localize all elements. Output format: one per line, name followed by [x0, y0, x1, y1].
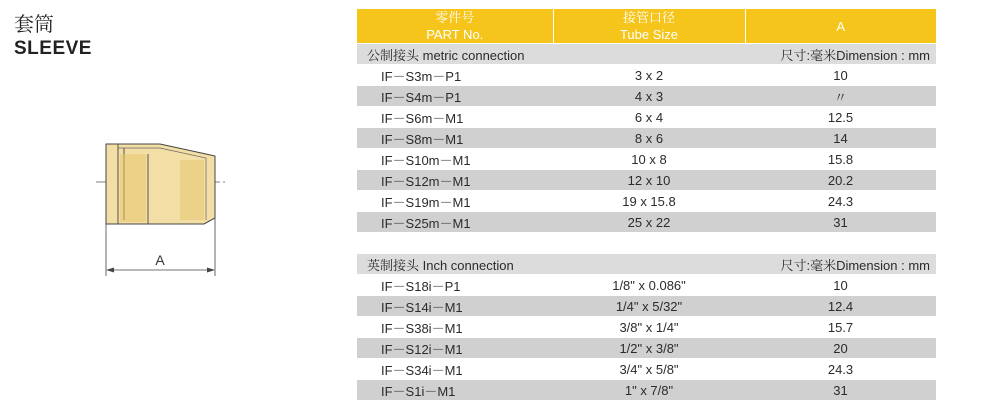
cell-part-no: IF－S10m－M1 [357, 149, 553, 170]
section-header-row [357, 44, 936, 65]
section-unit: 尺寸:毫米Dimension : mm [745, 254, 936, 275]
cell-part-no: IF－S12i－M1 [357, 338, 553, 359]
section-label: 公制接头 metric connection [357, 44, 745, 65]
cell-tube-size: 3/8" x 1/4" [553, 317, 745, 338]
header-a [745, 9, 936, 44]
cell-dimension-a: 10 [745, 65, 936, 86]
header-part-no-cn: 零件号 [435, 10, 475, 25]
table-row [357, 359, 936, 380]
cell-part-no: IF－S19m－M1 [357, 191, 553, 212]
page-title-english: SLEEVE [14, 38, 92, 59]
table-header-row [357, 9, 936, 44]
cell-part-no: IF－S25m－M1 [357, 212, 553, 233]
header-tube-size-en: Tube Size [619, 27, 679, 42]
table-row [357, 317, 936, 338]
section-label: 英制接头 Inch connection [357, 254, 745, 275]
cell-tube-size: 10 x 8 [553, 149, 745, 170]
table-row [357, 212, 936, 233]
sleeve-drawing [60, 120, 230, 280]
cell-dimension-a: 31 [745, 212, 936, 233]
cell-dimension-a: 31 [745, 380, 936, 401]
section-unit: 尺寸:毫米Dimension : mm [745, 44, 936, 65]
cell-part-no: IF－S3m－P1 [357, 65, 553, 86]
cell-dimension-a: 15.8 [745, 149, 936, 170]
page-title-chinese: 套筒 [14, 12, 54, 36]
spec-table [357, 9, 936, 401]
dimension-arrow [207, 268, 215, 273]
cell-dimension-a: 14 [745, 128, 936, 149]
cell-tube-size: 1/2" x 3/8" [553, 338, 745, 359]
header-tube-size-cn: 接管口径 [622, 10, 675, 25]
sleeve-shading [120, 154, 146, 222]
header-tube-size [553, 9, 745, 44]
cell-dimension-a: 20 [745, 338, 936, 359]
cell-part-no: IF－S6m－M1 [357, 107, 553, 128]
table-row [357, 170, 936, 191]
cell-dimension-a: 24.3 [745, 191, 936, 212]
cell-dimension-a: 12.5 [745, 107, 936, 128]
table-row [357, 86, 936, 107]
header-part-no [357, 9, 553, 44]
table-row [357, 380, 936, 401]
cell-dimension-a: 15.7 [745, 317, 936, 338]
cell-dimension-a: 24.3 [745, 359, 936, 380]
dimension-label: A [155, 252, 165, 268]
cell-tube-size: 4 x 3 [553, 86, 745, 107]
table-row [357, 128, 936, 149]
section-header-row [357, 254, 936, 275]
cell-part-no: IF－S1i－M1 [357, 380, 553, 401]
cell-tube-size: 1/4" x 5/32" [553, 296, 745, 317]
cell-tube-size: 6 x 4 [553, 107, 745, 128]
cell-part-no: IF－S4m－P1 [357, 86, 553, 107]
header-a-en: A [836, 18, 846, 34]
table-row [357, 275, 936, 296]
section-gap [357, 233, 936, 254]
cell-dimension-a: 〃 [745, 86, 936, 107]
cell-dimension-a: 12.4 [745, 296, 936, 317]
table-row [357, 338, 936, 359]
cell-tube-size: 1" x 7/8" [553, 380, 745, 401]
cell-tube-size: 12 x 10 [553, 170, 745, 191]
cell-tube-size: 19 x 15.8 [553, 191, 745, 212]
cell-dimension-a: 20.2 [745, 170, 936, 191]
table-row [357, 191, 936, 212]
cell-part-no: IF－S8m－M1 [357, 128, 553, 149]
cell-part-no: IF－S38i－M1 [357, 317, 553, 338]
cell-part-no: IF－S18i－P1 [357, 275, 553, 296]
cell-tube-size: 1/8" x 0.086" [553, 275, 745, 296]
header-part-no-en: PART No. [426, 27, 484, 42]
cell-tube-size: 3/4" x 5/8" [553, 359, 745, 380]
cell-part-no: IF－S12m－M1 [357, 170, 553, 191]
table-row [357, 296, 936, 317]
cell-tube-size: 3 x 2 [553, 65, 745, 86]
cell-part-no: IF－S14i－M1 [357, 296, 553, 317]
table-row [357, 107, 936, 128]
table-row [357, 149, 936, 170]
cell-tube-size: 25 x 22 [553, 212, 745, 233]
cell-dimension-a: 10 [745, 275, 936, 296]
table-row [357, 65, 936, 86]
dimension-arrow [106, 268, 114, 273]
cell-part-no: IF－S34i－M1 [357, 359, 553, 380]
sleeve-shading [180, 160, 204, 220]
cell-tube-size: 8 x 6 [553, 128, 745, 149]
